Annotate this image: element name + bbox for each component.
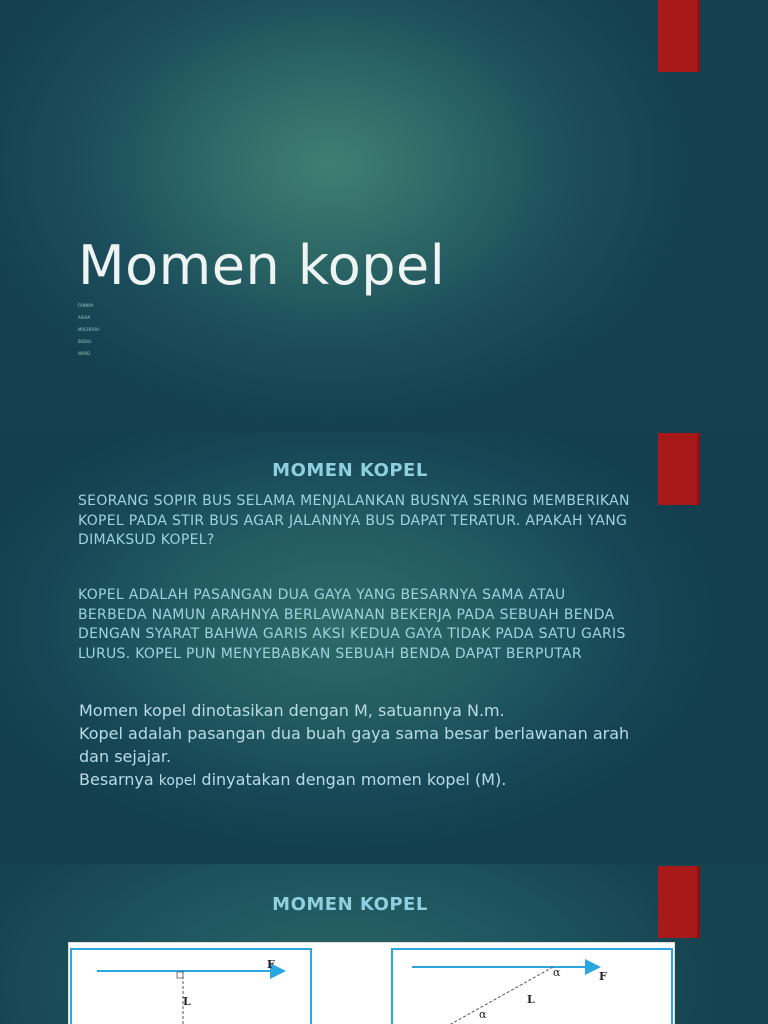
right-angle-bottom-label: α [479,1008,487,1021]
author-name: FANNYA [78,303,94,308]
magnitude-suffix: dinyatakan dengan momen kopel (M). [196,770,507,789]
right-angle-top-label: α [553,966,561,979]
left-arm-label: L [183,995,191,1008]
intro-paragraph: SEORANG SOPIR BUS SELAMA MENJALANKAN BUSNYA SERING MEMBERIKAN KOPEL PADA STIR BUS AGAR JALANNYA BUS DAPAT TERATUR. APAKAH YANG DIMAKSUD KOPEL? [78,493,630,548]
slide-heading: MOMEN KOPEL [272,894,428,915]
left-force-label: F [267,958,275,971]
author-name: MUCHROH [78,327,100,332]
magnitude-line [79,768,639,793]
right-panel-frame [392,949,672,1024]
slide-heading: MOMEN KOPEL [272,460,428,481]
right-arm-label: L [527,993,535,1006]
figure-slide [0,864,768,1024]
magnitude-keyword: kopel [158,773,197,789]
title-slide [0,0,768,432]
slide-title: Momen kopel [78,234,446,297]
accent-bar [658,0,700,72]
author-list [78,300,99,360]
content-slide [0,432,768,864]
right-force-label: F [599,970,607,983]
author-name: WARD [78,351,91,356]
explanation-text [79,699,639,793]
notation-line: Momen kopel dinotasikan dengan M, satuannya N.m. [79,701,505,720]
author-name: BADUL [78,339,92,344]
couple-diagram [68,942,675,1024]
left-panel-frame [71,949,311,1024]
author-name: AISHA [78,315,91,320]
kopel-definition-line: Kopel adalah pasangan dua buah gaya sama besar berlawanan arah dan sejajar. [79,724,630,766]
magnitude-prefix: Besarnya [79,770,159,789]
right-angle-mark [177,972,183,978]
couple-diagram-svg [69,943,674,1024]
definition-paragraph: KOPEL ADALAH PASANGAN DUA GAYA YANG BESARNYA SAMA ATAU BERBEDA NAMUN ARAHNYA BERLAWANAN BEKERJA PADA SEBUAH BENDA DENGAN SYARAT BAHWA GARIS AKSI KEDUA GAYA TIDAK PADA SATU GARIS LURUS. KOPEL PUN MENYEBABKAN SEBUAH BENDA DAPAT BERPUTAR [78,587,626,662]
